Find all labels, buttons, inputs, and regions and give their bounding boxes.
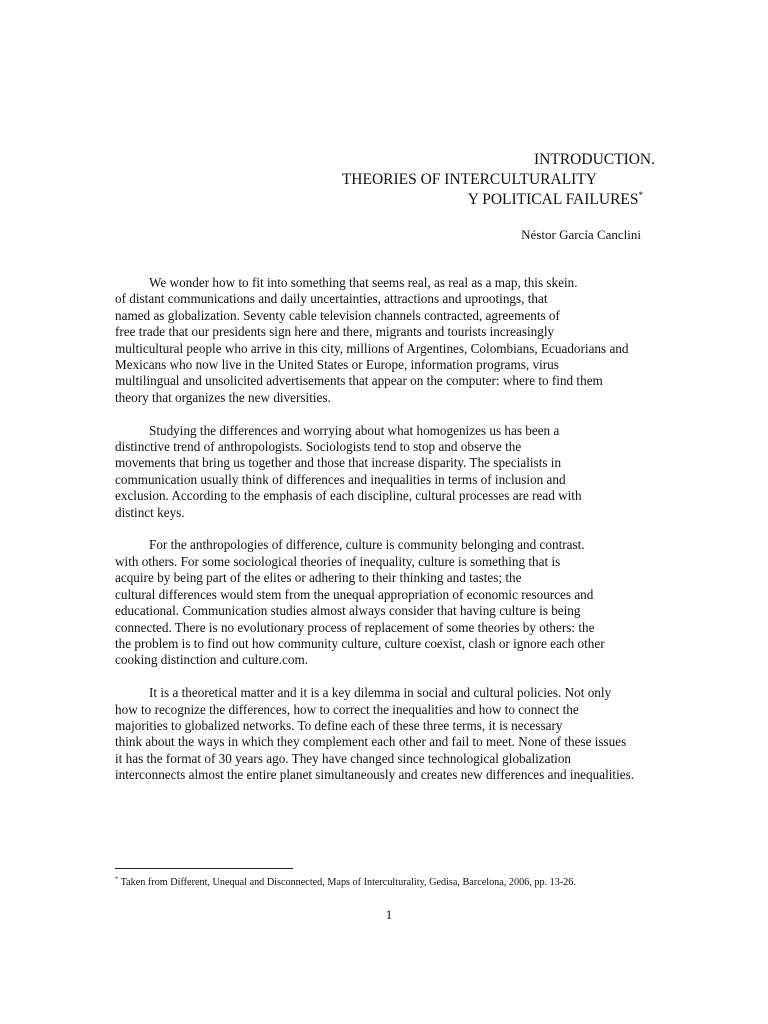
text-line: Studying the differences and worrying about what homogenizes us has been a (149, 422, 560, 438)
text-line: multilingual and unsolicited advertisements that appear on the computer: where to find them (115, 373, 603, 389)
footnote-marker: * (115, 875, 119, 883)
text-line: distinctive trend of anthropologists. Sociologists tend to stop and observe the (115, 439, 522, 455)
body-text (115, 275, 635, 800)
text-line: the problem is to find out how community culture, culture coexist, clash or ignore each other (115, 635, 605, 651)
text-line: acquire by being part of the elites or adhering to their thinking and tastes; the (115, 570, 522, 586)
paragraph-1 (115, 275, 635, 406)
footnote (115, 876, 576, 889)
text-line: For the anthropologies of difference, culture is community belonging and contrast. (149, 537, 585, 553)
text-line: cooking distinction and culture.com. (115, 652, 309, 668)
text-line: movements that bring us together and those that increase disparity. The specialists in (115, 455, 562, 471)
text-line: It is a theoretical matter and it is a key dilemma in social and cultural policies. Not only (149, 685, 612, 701)
title-line-3-text: Y POLITICAL FAILURES (467, 191, 639, 208)
text-line: with others. For some sociological theories of inequality, culture is something that is (115, 553, 561, 569)
text-line: of distant communications and daily uncertainties, attractions and uprootings, that (115, 291, 548, 307)
text-line: how to recognize the differences, how to correct the inequalities and how to connect the (115, 701, 579, 717)
text-line: interconnects almost the entire planet simultaneously and creates new differences and inequalities. (115, 767, 635, 783)
text-line: communication usually think of differences and inequalities in terms of inclusion and (115, 471, 566, 487)
title-footnote-marker[interactable]: * (638, 189, 643, 200)
text-line: free trade that our presidents sign here and there, migrants and tourists increasingly (115, 324, 555, 340)
document-title (100, 150, 655, 210)
title-line-3 (100, 190, 655, 210)
text-line: multicultural people who arrive in this city, millions of Argentines, Colombians, Ecuadorians and (115, 340, 629, 356)
footnote-text: Taken from Different, Unequal and Disconnected, Maps of Interculturality, Gedisa, Barcelona, 2006, pp. 13-26. (120, 877, 576, 888)
text-line: think about the ways in which they complement each other and fail to meet. None of these issues (115, 734, 627, 750)
text-line: educational. Communication studies almost always consider that having culture is being (115, 603, 581, 619)
footnote-divider (115, 868, 293, 869)
text-line: named as globalization. Seventy cable television channels contracted, agreements of (115, 307, 560, 323)
text-line: cultural differences would stem from the unequal appropriation of economic resources and (115, 586, 594, 602)
paragraph-3 (115, 537, 635, 668)
text-line: Mexicans who now live in the United States or Europe, information programs, virus (115, 357, 559, 373)
text-line: exclusion. According to the emphasis of each discipline, cultural processes are read with (115, 488, 582, 504)
text-line: We wonder how to fit into something that seems real, as real as a map, this skein. (149, 275, 578, 290)
author-name: Néstor García Canclini (521, 227, 641, 242)
title-line-1: INTRODUCTION. (534, 151, 655, 168)
text-line: majorities to globalized networks. To define each of these three terms, it is necessary (115, 717, 563, 733)
text-line: connected. There is no evolutionary process of replacement of some theories by others: the (115, 619, 595, 635)
paragraph-2 (115, 423, 635, 521)
title-line-2: THEORIES OF INTERCULTURALITY (341, 171, 597, 188)
text-line: it has the format of 30 years ago. They have changed since technological globalization (115, 750, 572, 766)
text-line: theory that organizes the new diversities. (115, 389, 331, 405)
text-line: distinct keys. (115, 504, 185, 520)
page-number: 1 (385, 907, 393, 922)
paragraph-4 (115, 685, 635, 783)
